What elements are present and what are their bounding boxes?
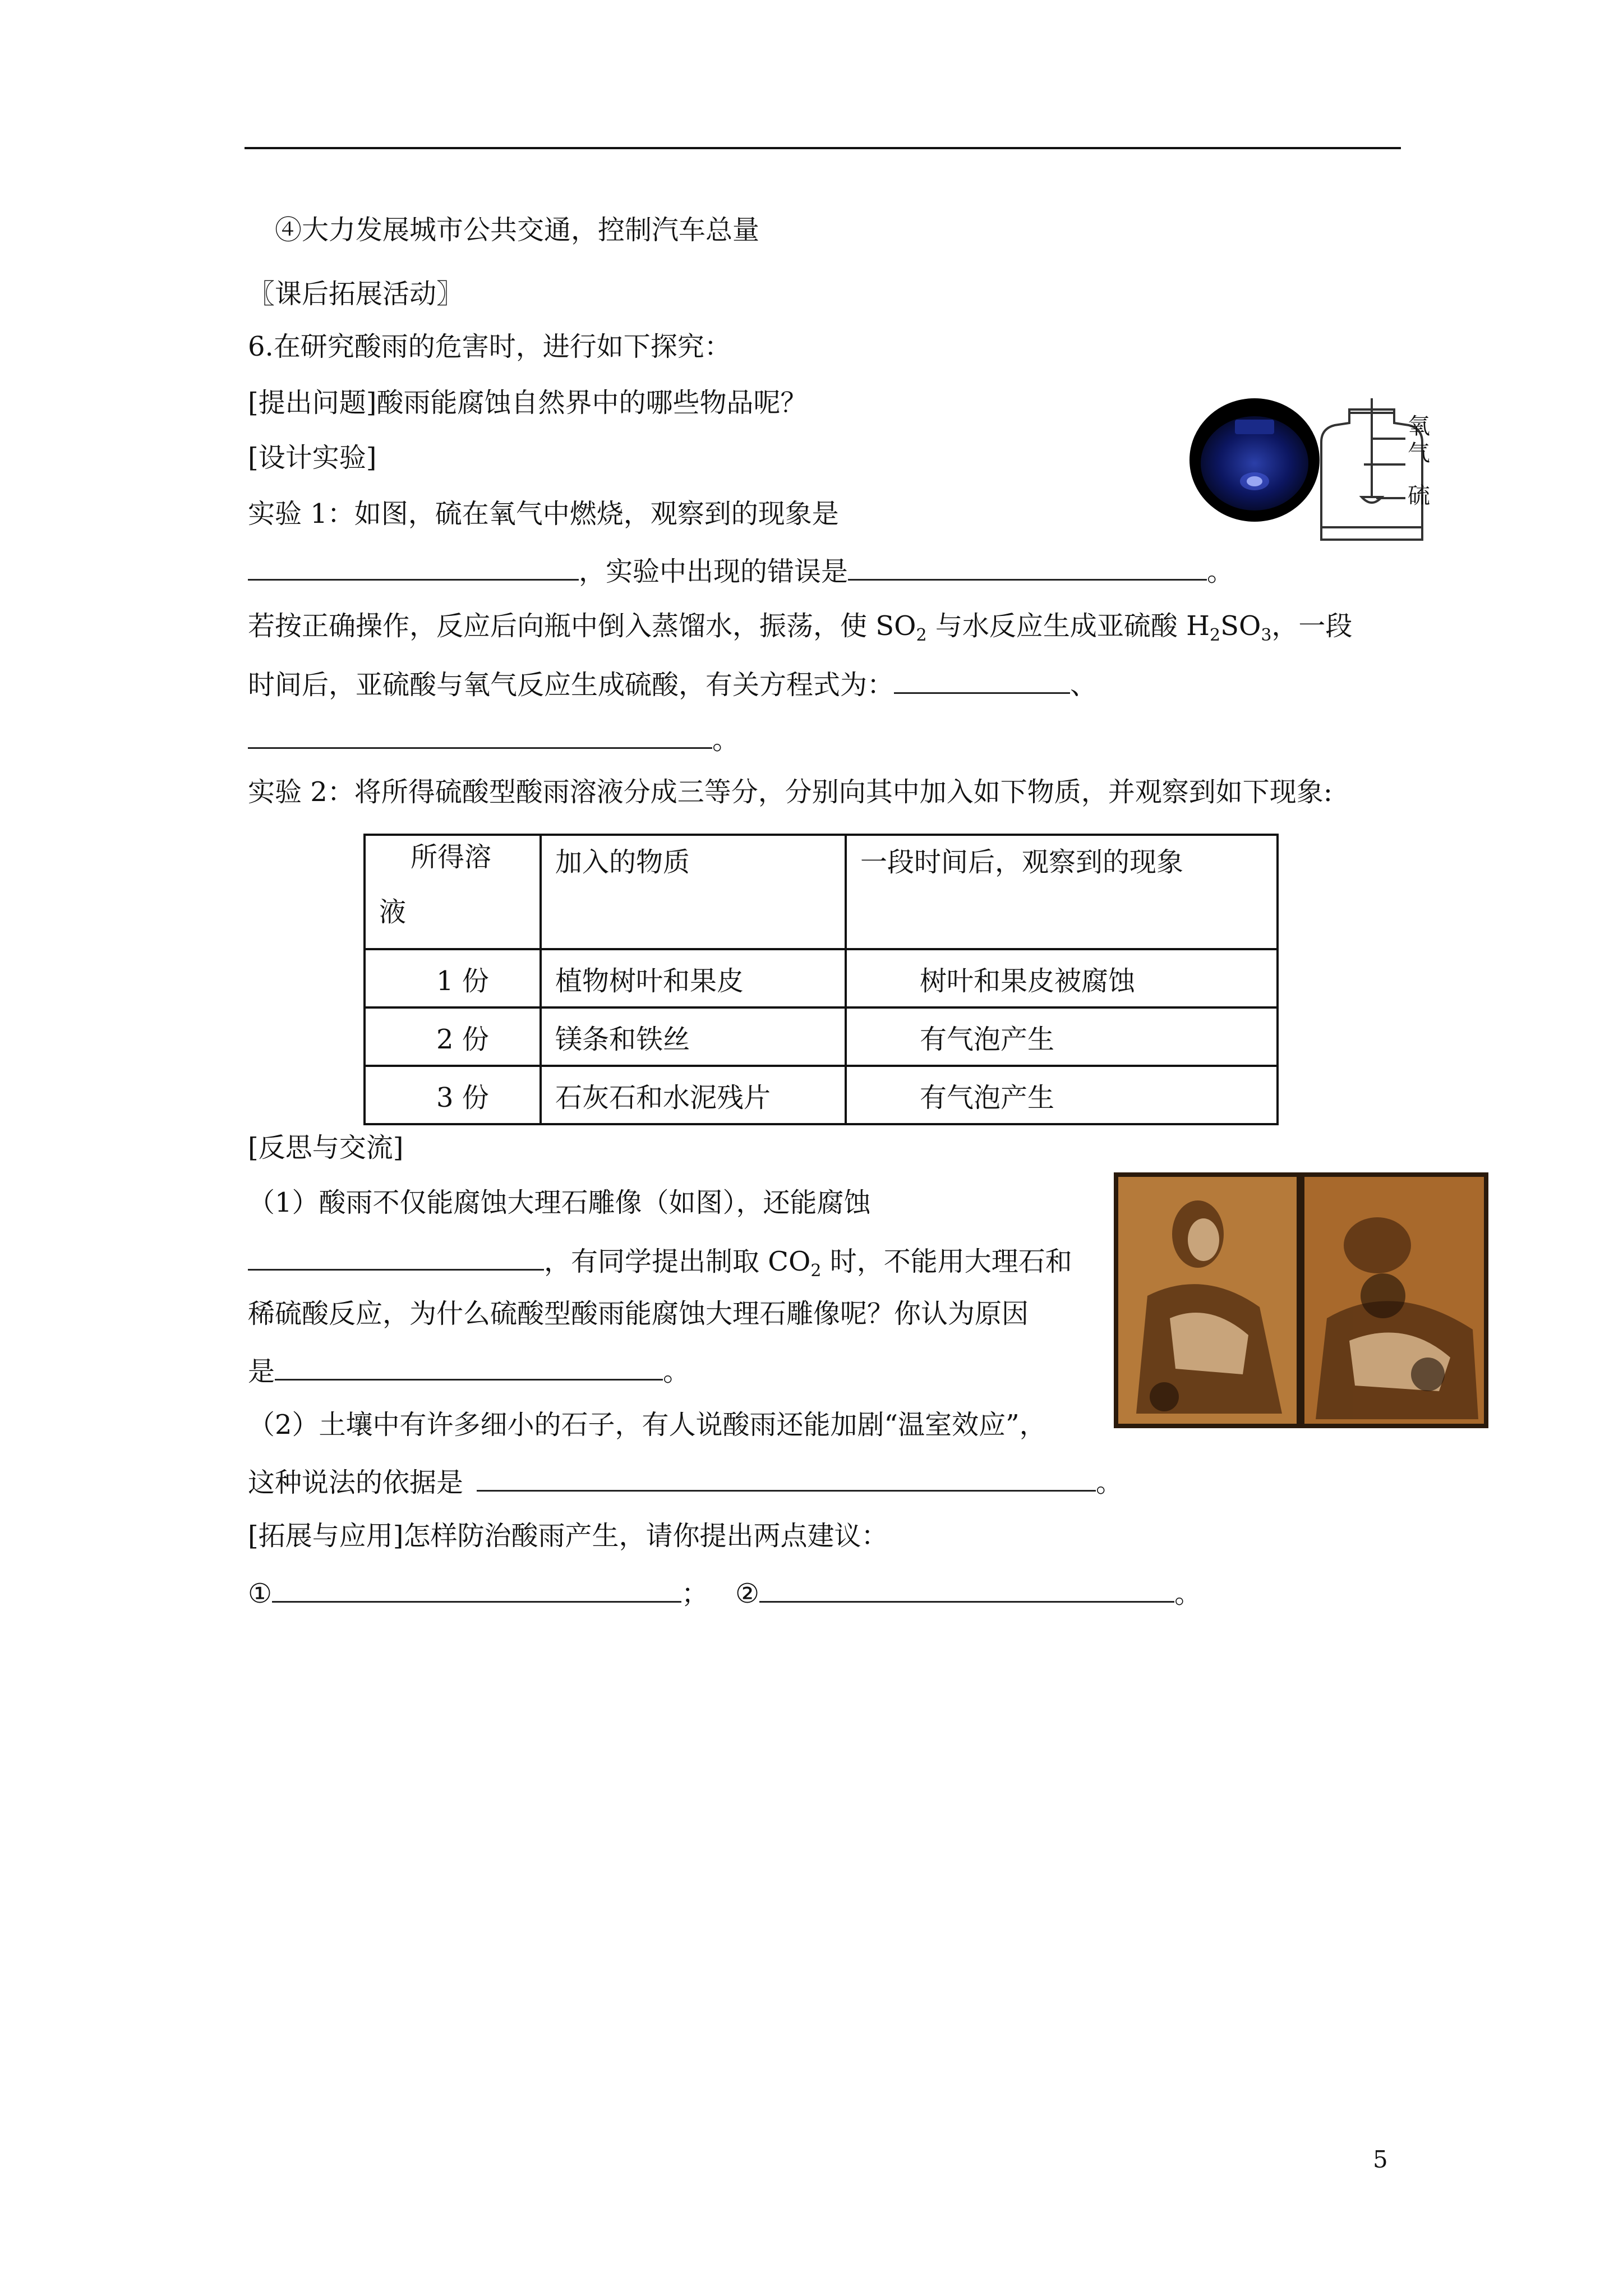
label-sulfur: 硫	[1408, 483, 1430, 509]
cell-phenomenon: 有气泡产生	[846, 1066, 1278, 1124]
correct-operation-text: 若按正确操作，反应后向瓶中倒入蒸馏水，振荡，使 $SO_2$ 与水反应生成亚硫酸 $H_2SO_3$，一段	[248, 610, 1353, 645]
reflection-1-text: （1）酸雨不仅能腐蚀大理石雕像（如图），还能腐蚀	[248, 1187, 871, 1218]
basis-line: 这种说法的依据是 。	[248, 1463, 1123, 1499]
reflection-heading: [反思与交流]	[248, 1132, 404, 1163]
header-phenomenon: 一段时间后，观察到的现象	[846, 835, 1278, 949]
design-experiment-heading: [设计实验]	[248, 442, 377, 473]
reflection-2-text: （2）土壤中有许多细小的石子，有人说酸雨还能加剧“温室效应”，	[248, 1409, 1046, 1441]
reflection-1-question-text: 稀硫酸反应，为什么硫酸型酸雨能腐蚀大理石雕像呢？你认为原因	[248, 1298, 1029, 1329]
cell-substance: 镁条和铁丝	[541, 1007, 846, 1066]
equation-prompt-text: 时间后，亚硫酸与氧气反应生成硫酸，有关方程式为：	[248, 669, 895, 701]
cell-phenomenon: 树叶和果皮被腐蚀	[846, 949, 1278, 1007]
table-row	[365, 1007, 1278, 1066]
cell-portion: 2 份	[365, 1007, 541, 1066]
cell-portion: 3 份	[365, 1066, 541, 1124]
cell-phenomenon: 有气泡产生	[846, 1007, 1278, 1066]
period: 。	[1207, 556, 1234, 587]
cell-substance: 植物树叶和果皮	[541, 949, 846, 1007]
blank-equation-2[interactable]	[248, 720, 712, 749]
blank-error[interactable]	[848, 552, 1207, 581]
label-oxygen-1: 氧	[1408, 413, 1430, 439]
experiment-2-table	[363, 834, 1279, 1125]
experiment-2-text: 实验 2：将所得硫酸型酸雨溶液分成三等分，分别向其中加入如下物质，并观察到如下现象:	[248, 776, 1332, 808]
error-prompt-text: ，实验中出现的错误是	[579, 556, 849, 587]
application-text: [拓展与应用]怎样防治酸雨产生，请你提出两点建议：	[248, 1520, 888, 1552]
reason-line: 是 。	[248, 1352, 690, 1388]
experiment-1-blanks-line	[248, 552, 1234, 588]
table-row	[365, 1066, 1278, 1124]
equation-prompt-line: 时间后，亚硫酸与氧气反应生成硫酸，有关方程式为： 、	[248, 665, 1097, 702]
blank-suggestion-2[interactable]	[759, 1574, 1174, 1603]
blank-equation-1[interactable]	[894, 665, 1070, 694]
blank-reason[interactable]	[275, 1352, 663, 1381]
header-substance: 加入的物质	[541, 835, 846, 949]
raise-question-text: [提出问题]酸雨能腐蚀自然界中的哪些物品呢？	[248, 387, 808, 418]
question-6-title: 6.在研究酸雨的危害时，进行如下探究：	[248, 331, 731, 362]
blank-suggestion-1[interactable]	[272, 1574, 681, 1603]
blank-basis[interactable]	[477, 1463, 1096, 1492]
header-solution: 所得溶 液	[365, 835, 541, 949]
cell-substance: 石灰石和水泥残片	[541, 1066, 846, 1124]
label-oxygen-2: 气	[1408, 440, 1430, 466]
sulfur-burning-photo	[1188, 397, 1321, 525]
blank-phenomenon[interactable]	[248, 552, 579, 581]
table-row	[365, 949, 1278, 1007]
cell-portion: 1 份	[365, 949, 541, 1007]
section-heading-extension: 〖课后拓展活动〗	[248, 278, 464, 310]
suggestions-line: ① ； ② 。	[248, 1574, 1201, 1611]
equation-2-line: 。	[248, 720, 739, 757]
marble-statue-photo	[1114, 1172, 1488, 1428]
blank-corrode-other[interactable]	[248, 1242, 544, 1271]
page-number: 5	[1373, 2146, 1388, 2173]
experiment-1-text: 实验 1：如图，硫在氧气中燃烧，观察到的现象是	[248, 498, 839, 530]
reflection-1-blank-line: ，有同学提出制取 $CO_2$ 时，不能用大理石和	[248, 1242, 1072, 1278]
table-header-row	[365, 835, 1278, 949]
measure-4-text: ④大力发展城市公共交通，控制汽车总量	[275, 214, 760, 246]
header-rule	[245, 147, 1401, 149]
